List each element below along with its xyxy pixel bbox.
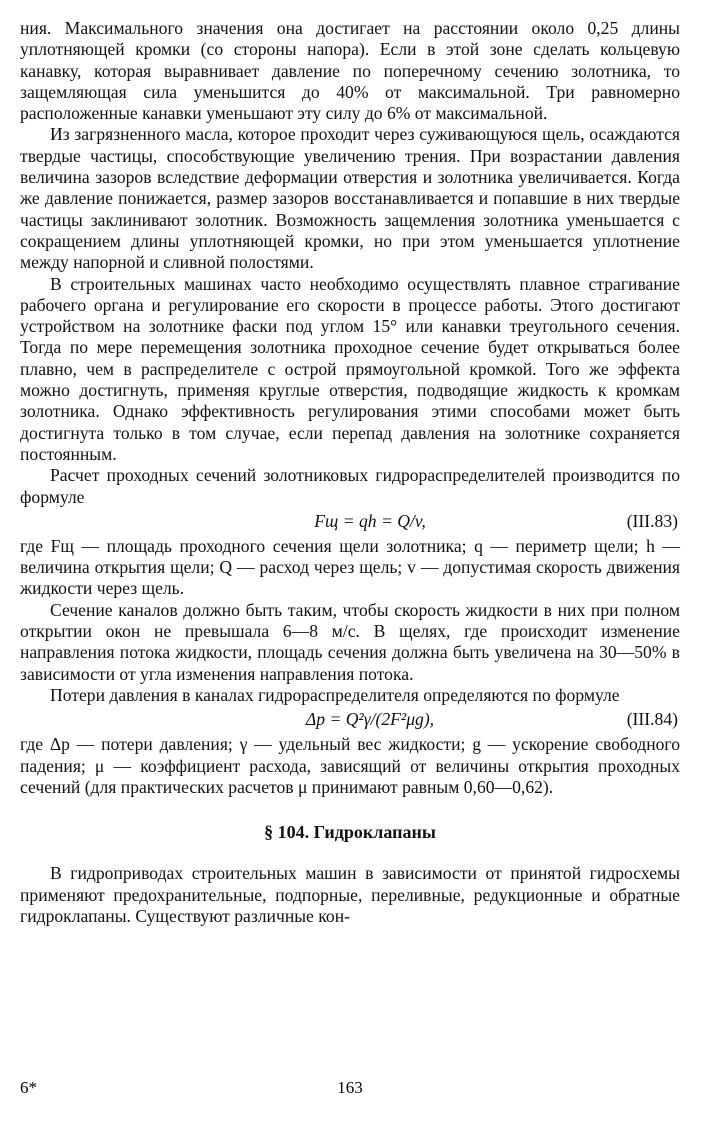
paragraph: Сечение каналов должно быть таким, чтобы скорость жидкости в них при полном открытии окон не превышала 6—8 м/с. В щелях, где происходит изменение направления потока жидкости, площадь сечения должна быть увеличена на 30—50% в зависимости от угла изменения направления потока. [20, 599, 680, 684]
paragraph: В гидроприводах строительных машин в зависимости от принятой гидросхемы применяют предохранительные, подпорные, переливные, редукционные и обратные гидроклапаны. Существуют различные кон- [20, 863, 680, 926]
paragraph: Расчет проходных сечений золотниковых гидрораспределителей производится по формуле [20, 465, 680, 507]
paragraph: ния. Максимального значения она достигает на расстоянии около 0,25 длины уплотняющей кромки (со стороны напора). Если в этой зоне сделать кольцевую канавку, которая выравнивает давление по поперечному сечению золотника, то защемляющая сила уменьшится до 40% от максимальной. Три равномерно расположенные канавки уменьшают эту силу до 6% от максимальной. [20, 18, 680, 124]
paragraph: В строительных машинах часто необходимо осуществлять плавное страгивание рабочего органа и регулирование его скорости в процессе работы. Этого достигают устройством на золотнике фаски под углом 15° или канавки треугольного сечения. Тогда по мере перемещения золотника проходное сечение будет открываться более плавно, чем в распределителе с острой прямоугольной кромкой. Того же эффекта можно достигнуть, применяя круглые отверстия, подводящие жидкость к кромкам золотника. Однако эффективность регулирования этими способами может быть достигнута только в том случае, если перепад давления на золотнике сохраняется постоянным. [20, 273, 680, 464]
formula-III-84 [20, 706, 680, 734]
paragraph: где Δp — потери давления; γ — удельный вес жидкости; g — ускорение свободного падения; μ — коэффициент расхода, зависящий от величины открытия проходных сечений (для практических расчетов μ принимают равным 0,60—0,62). [20, 734, 680, 797]
formula-expression: Fщ = qh = Q/v, [314, 510, 426, 531]
page-footer [20, 1078, 680, 1102]
page-body [20, 18, 680, 927]
formula-expression: Δp = Q²γ/(2F²μg), [305, 709, 435, 730]
section-heading: § 104. Гидроклапаны [264, 822, 436, 843]
equation-number: (III.84) [626, 709, 678, 730]
signature-mark: 6* [20, 1078, 37, 1097]
page-number: 163 [337, 1078, 363, 1097]
formula-III-83 [20, 508, 680, 536]
paragraph: где Fщ — площадь проходного сечения щели золотника; q — периметр щели; h — величина открытия щели; Q — расход через щель; v — допустимая скорость движения жидкости через щель. [20, 535, 680, 599]
equation-number: (III.83) [626, 510, 678, 531]
paragraph: Потери давления в каналах гидрораспределителя определяются по формуле [50, 684, 620, 705]
paragraph: Из загрязненного масла, которое проходит через суживающуюся щель, осаждаются твердые частицы, способствующие увеличению трения. При возрастании давления величина зазоров вследствие деформации отверстия и золотника увеличивается. Когда же давление понижается, размер зазоров восстанавливается и попавшие в них твердые частицы заклинивают золотник. Возможность защемления золотника уменьшается с сокращением длины уплотняющей кромки, но при этом уменьшается уплотнение между напорной и сливной полостями. [20, 124, 680, 273]
